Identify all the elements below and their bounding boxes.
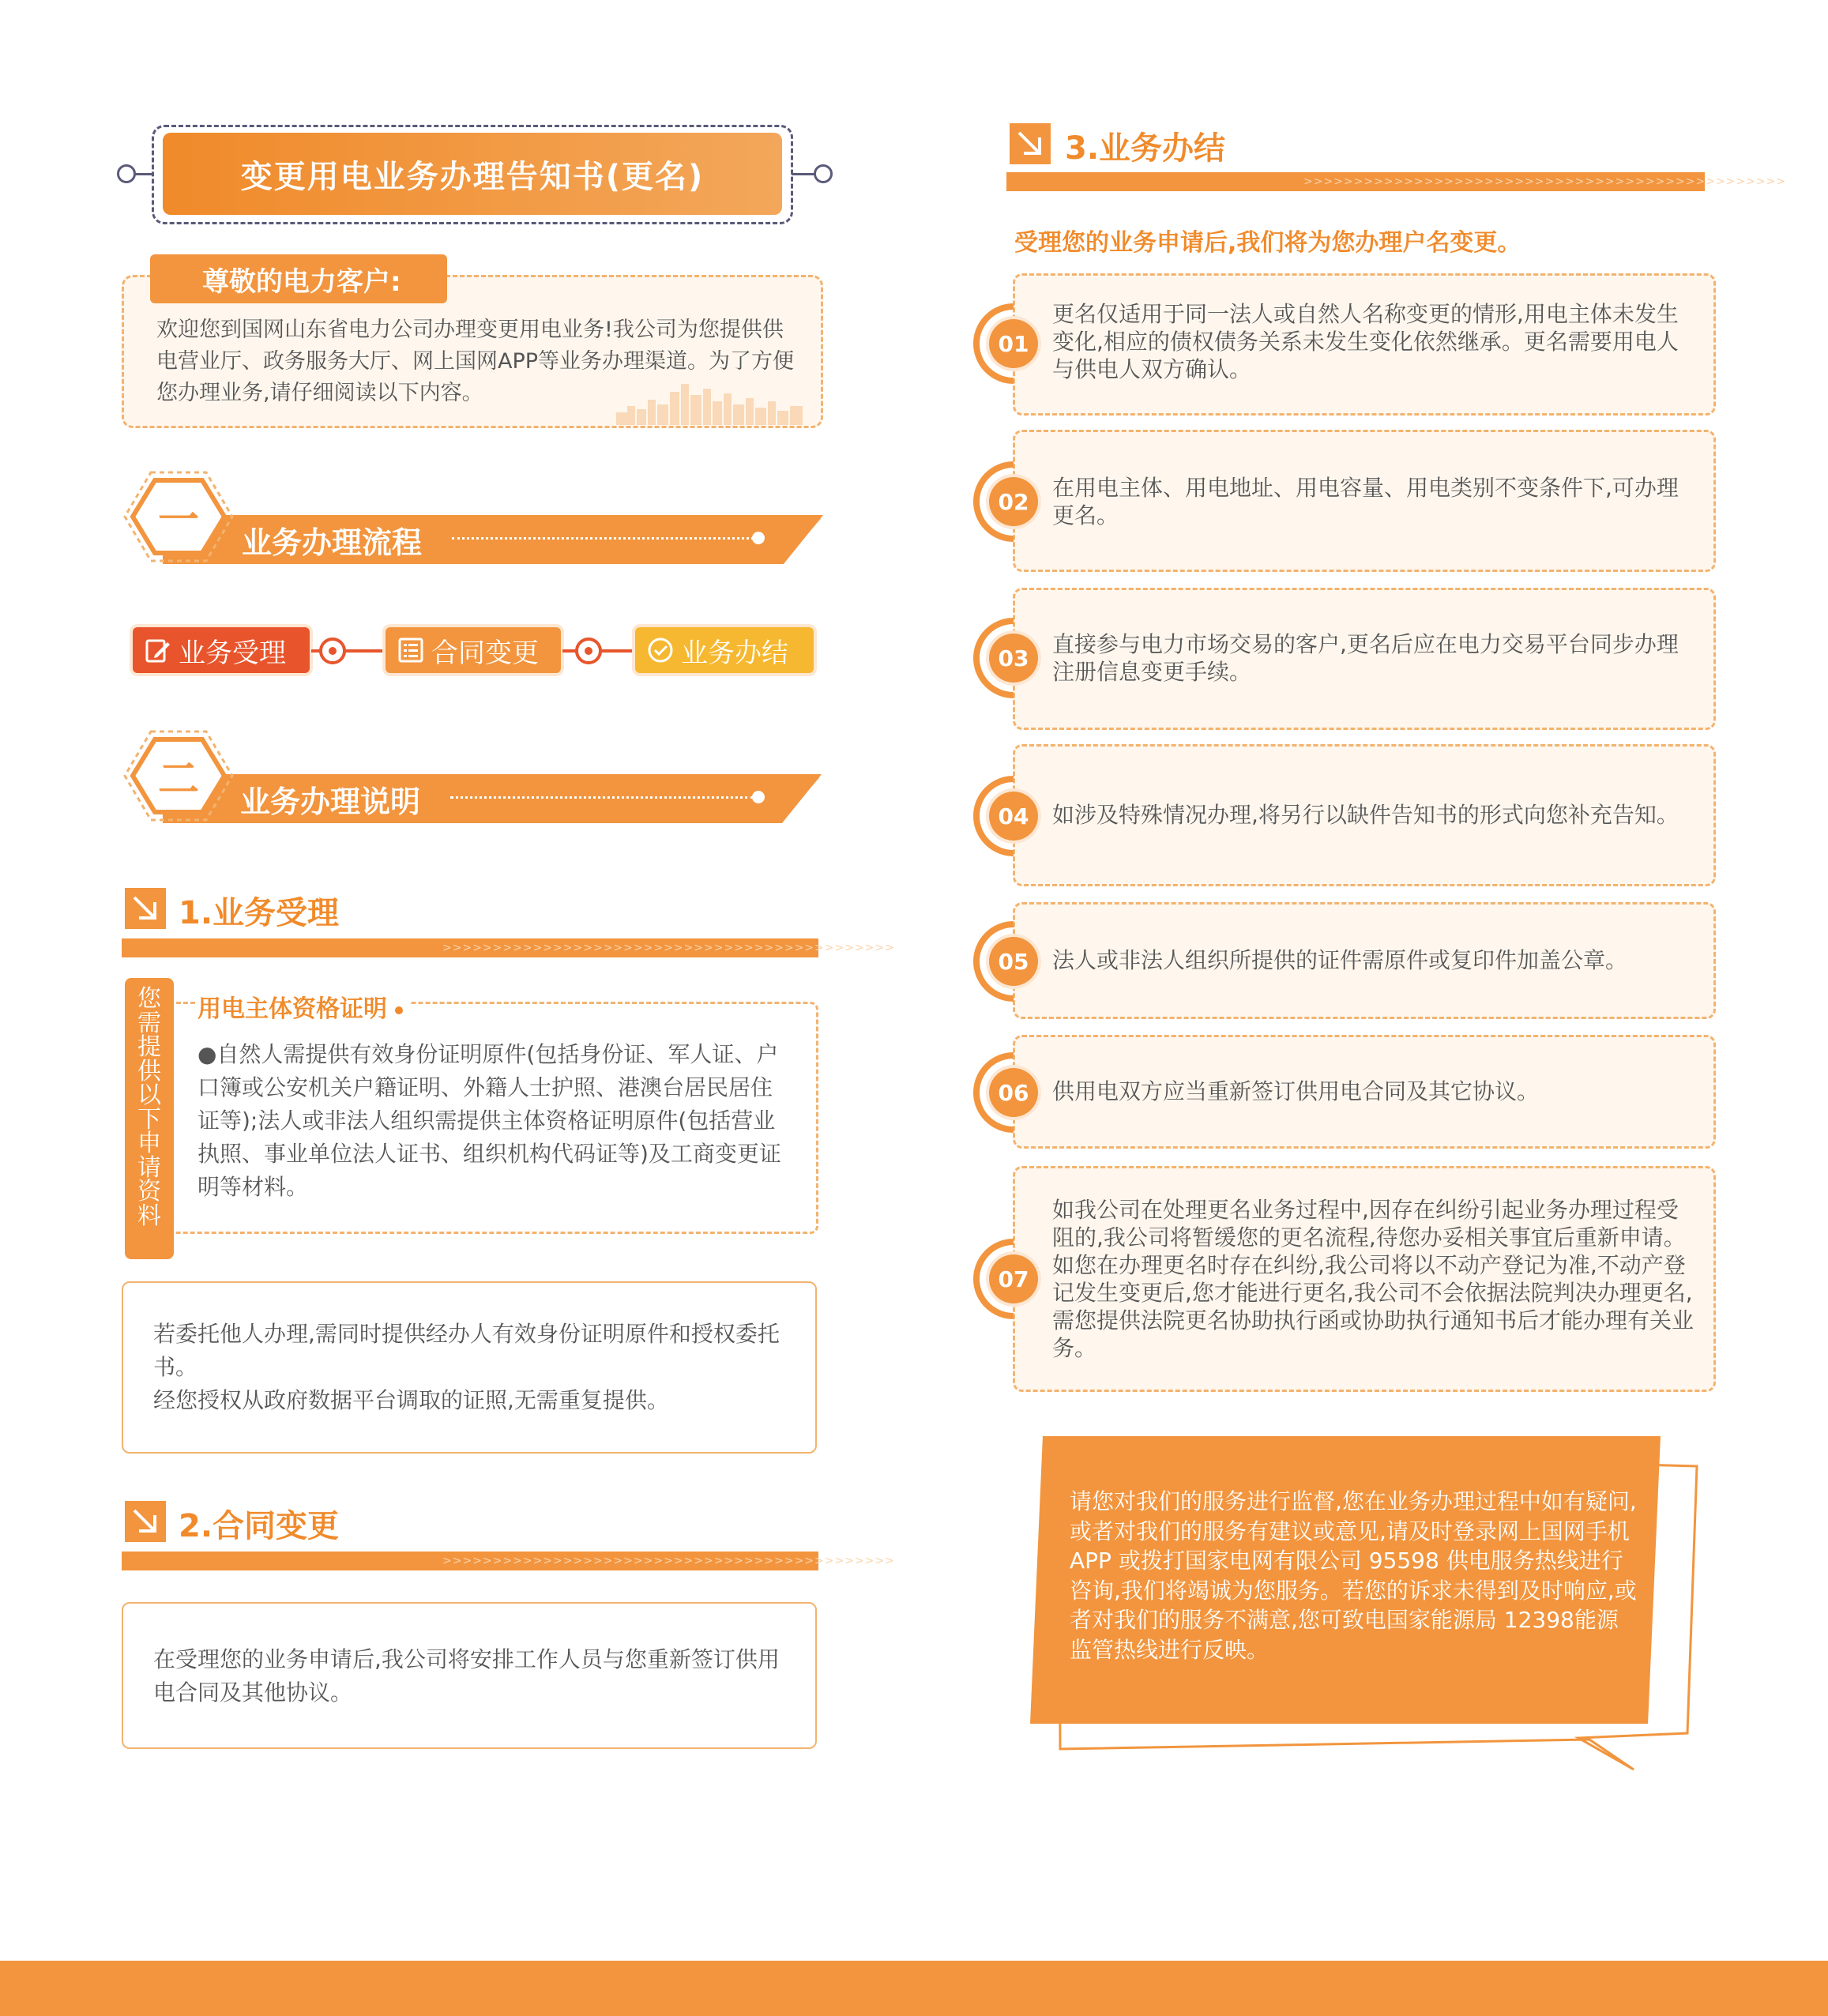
section1-title: 业务办理流程	[242, 525, 423, 560]
part3-title: 3.业务办结	[1065, 130, 1226, 167]
page-title: 变更用电业务办理告知书(更名)	[163, 133, 782, 215]
flow-node-1	[319, 638, 346, 664]
part3-lead: 受理您的业务申请后,我们将为您办理户名变更。	[1014, 229, 1521, 257]
arrow-down-right-icon	[125, 1501, 166, 1542]
item-text-03: 直接参与电力市场交易的客户,更名后应在电力交易平台同步办理注册信息变更手续。	[1052, 631, 1679, 685]
flow-node-2	[575, 638, 602, 664]
title-dot-right	[814, 164, 833, 183]
part2-title: 2.合同变更	[179, 1508, 340, 1544]
flow-step-accept	[133, 627, 310, 673]
flow-step-complete-label: 业务办结	[681, 637, 788, 669]
city-skyline-decoration	[616, 378, 803, 425]
section1-end-dot	[752, 532, 765, 544]
item-number-02: 02	[989, 477, 1038, 526]
part1-title: 1.业务受理	[179, 895, 340, 931]
section2-title: 业务办理说明	[240, 784, 421, 819]
list-icon	[397, 636, 425, 664]
section2-number: 二	[157, 756, 199, 803]
flow-step-accept-label: 业务受理	[179, 637, 286, 669]
item-number-01: 01	[989, 319, 1038, 368]
item-text-01: 更名仅适用于同一法人或自然人名称变更的情形,用电主体未发生变化,相应的债权债务关系未发生变化依然继承。更名需要用电人与供电人双方确认。	[1052, 301, 1679, 382]
item-text-07: 如我公司在处理更名业务过程中,因存在纠纷引起业务办理过程受阻的,我公司将暂缓您的更名流程,待您办妥相关事宜后重新申请。如您在办理更名时存在纠纷,我公司将以不动产登记为准,不动产登记发生变更后,您才能进行更名,我公司不会依据法院判决办理更名,需您提供法院更名协助执行函或协助执行通知书后才能办理有关业务。	[1052, 1197, 1694, 1361]
section2-dotted-line	[450, 796, 754, 799]
requirement-title-dot	[395, 1006, 403, 1014]
delegation-note-line2: 经您授权从政府数据平台调取的证照,无需重复提供。	[153, 1387, 669, 1413]
side-label-tab	[125, 978, 174, 1259]
part1-chevrons: >>>>>>>>>>>>>>>>>>>>>>>>>>>>>>>>>>>>>>>>>>>>>	[442, 942, 895, 954]
item-number-06: 06	[989, 1068, 1038, 1117]
side-label-text: 您需提供以下申请资料	[137, 985, 161, 1230]
item-text-06: 供用电双方应当重新签订供用电合同及其它协议。	[1052, 1078, 1540, 1104]
section1-number: 一	[157, 497, 199, 544]
part2-chevrons: >>>>>>>>>>>>>>>>>>>>>>>>>>>>>>>>>>>>>>>>>>>>>	[442, 1555, 895, 1567]
requirement-title	[197, 989, 409, 1024]
arrow-down-right-icon	[1010, 123, 1051, 164]
edit-icon	[144, 636, 172, 664]
flow-step-contract-label: 合同变更	[431, 637, 539, 669]
part3-chevrons: >>>>>>>>>>>>>>>>>>>>>>>>>>>>>>>>>>>>>>>>>>>>>>>>	[1303, 175, 1787, 188]
item-number-07: 07	[989, 1254, 1038, 1303]
section1-dotted-line	[452, 537, 754, 540]
greeting-text: 欢迎您到国网山东省电力公司办理变更用电业务!我公司为您提供供电营业厅、政务服务大厅、网上国网APP等业务办理渠道。为了方便您办理业务,请仔细阅读以下内容。	[156, 318, 795, 405]
title-dot-left	[117, 164, 136, 183]
item-text-04: 如涉及特殊情况办理,将另行以缺件告知书的形式向您补充告知。	[1052, 802, 1679, 828]
item-number-03: 03	[989, 634, 1038, 683]
check-circle-icon	[646, 636, 675, 664]
requirement-text: ●自然人需提供有效身份证明原件(包括身份证、军人证、户口簿或公安机关户籍证明、外籍人士护照、港澳台居民居住证等);法人或非法人组织需提供主体资格证明原件(包括营业执照、事业单位法人证书、组织机构代码证等)及工商变更证明等材料。	[197, 1041, 781, 1200]
item-text-02: 在用电主体、用电地址、用电容量、用电类别不变条件下,可办理更名。	[1052, 475, 1679, 528]
arrow-down-right-icon	[125, 888, 166, 929]
requirement-title-text: 用电主体资格证明	[197, 995, 387, 1023]
delegation-note-line1: 若委托他人办理,需同时提供经办人有效身份证明原件和授权委托书。	[153, 1321, 780, 1380]
section2-end-dot	[752, 791, 765, 803]
contract-note-text: 在受理您的业务申请后,我公司将安排工作人员与您重新签订供用电合同及其他协议。	[153, 1646, 780, 1706]
item-number-05: 05	[989, 937, 1038, 986]
item-number-04: 04	[989, 792, 1038, 841]
flow-step-complete	[635, 627, 814, 673]
supervision-text: 请您对我们的服务进行监督,您在业务办理过程中如有疑问,或者对我们的服务有建议或意见,请及时登录网上国网手机 APP 或拨打国家电网有限公司 95598 供电服务热线进行咨询,我们将竭诚为您服务。若您的诉求未得到及时响应,或者对我们的服务不满意,您可致电国家能源局 12398能源监管热线进行反映。	[1070, 1488, 1637, 1663]
footer-band	[0, 1961, 1828, 2016]
greeting-tag: 尊敬的电力客户:	[150, 254, 447, 303]
flow-step-contract	[386, 627, 561, 673]
item-text-05: 法人或非法人组织所提供的证件需原件或复印件加盖公章。	[1052, 947, 1628, 973]
